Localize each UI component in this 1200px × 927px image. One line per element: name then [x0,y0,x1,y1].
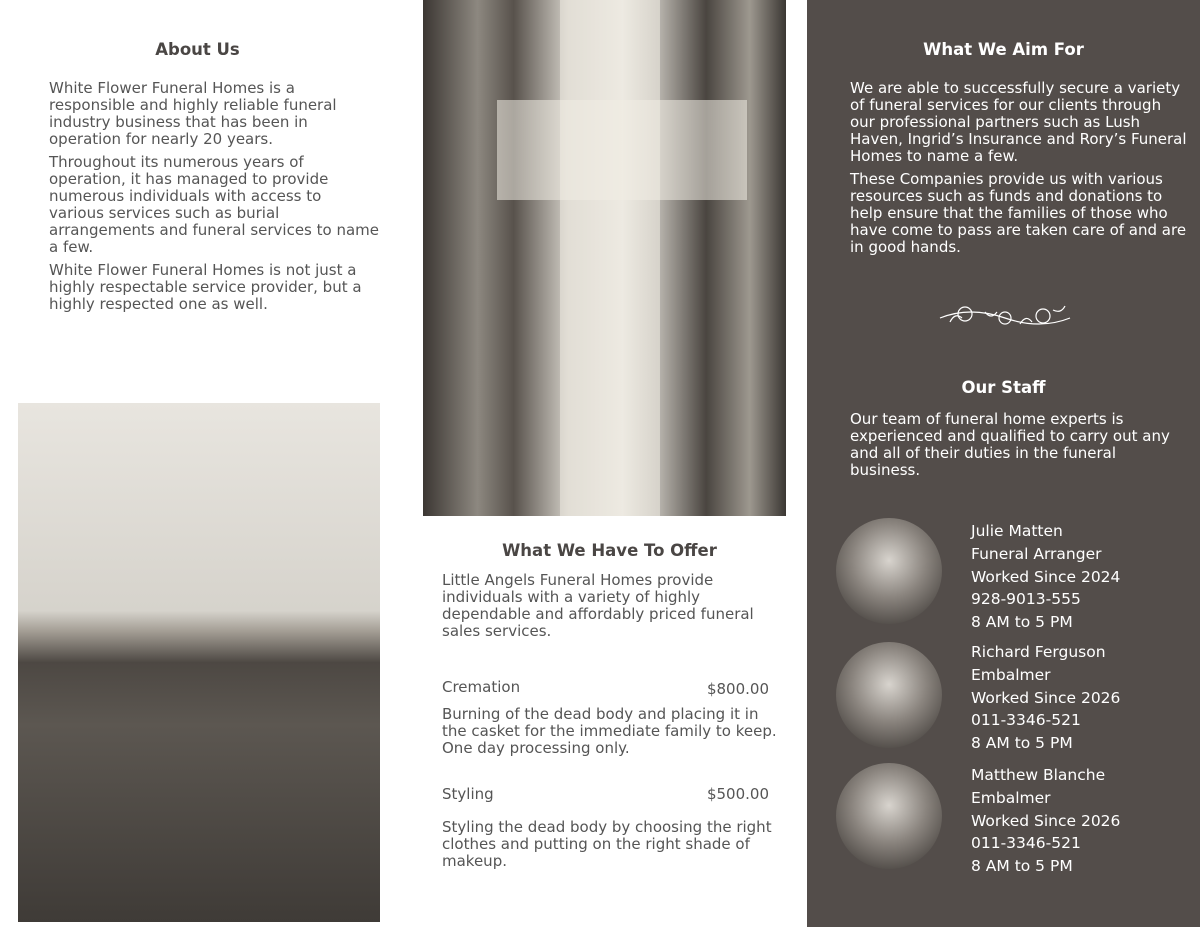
service-description: Styling the dead body by choosing the right clothes and putting on the right shade of makeup. [442,818,772,870]
staff-phone: 928-9013-555 [971,590,1081,609]
aim-paragraph: We are able to successfully secure a variety of funeral services for our clients through our professional partners such as Lush Haven, Ingrid’s Insurance and Rory’s Funeral Homes to name a few. [850,79,1187,165]
staff-hours: 8 AM to 5 PM [971,857,1073,876]
about-text [49,80,379,319]
staff-since: Worked Since 2026 [971,688,1121,707]
staff-name: Matthew Blanche [971,766,1106,784]
staff-role: Embalmer [971,665,1051,684]
aim-text [850,80,1190,262]
service-name: Cremation [442,678,521,696]
staff-title: Our Staff [961,378,1046,397]
avatar [836,763,942,869]
staff-intro: Our team of funeral home experts is experienced and qualified to carry out any and all of their duties in the funeral business. [850,410,1170,479]
aim-paragraph: These Companies provide us with various resources such as funds and donations to help ensure that the families of those who have come to pass are taken care of and are in good hands. [850,170,1187,256]
staff-role: Embalmer [971,788,1051,807]
service-name: Styling [442,785,494,803]
staff-member [971,641,1120,755]
avatar [836,642,942,748]
staff-hours: 8 AM to 5 PM [971,734,1073,753]
about-paragraph: White Flower Funeral Homes is not just a highly respectable service provider, but a highly respected one as well. [49,261,362,313]
aim-title: What We Aim For [923,40,1084,59]
about-title: About Us [155,40,240,59]
about-paragraph: Throughout its numerous years of operation, it has managed to provide numerous individuals with access to various services such as burial arrangements and funeral services to name a few. [49,153,380,256]
staff-name: Julie Matten [971,522,1063,540]
cross-shape [497,100,747,200]
staff-role: Funeral Arranger [971,544,1102,563]
service-description: Burning of the dead body and placing it in the casket for the immediate family to keep. One day processing only. [442,705,777,757]
staff-member [971,520,1120,634]
floral-divider-icon [935,292,1075,340]
service-row [442,785,777,803]
avatar [836,518,942,624]
staff-since: Worked Since 2026 [971,811,1121,830]
offer-section [442,541,777,876]
cross-shape [560,0,660,516]
staff-hours: 8 AM to 5 PM [971,613,1073,632]
service-price: $800.00 [706,680,769,698]
service-price: $500.00 [706,785,769,803]
offer-intro: Little Angels Funeral Homes provide individuals with a variety of highly dependable and affordably priced funeral sales services. [442,571,754,640]
staff-phone: 011-3346-521 [971,711,1081,730]
staff-since: Worked Since 2024 [971,567,1121,586]
service-row [442,678,777,698]
cemetery-photo [18,403,380,922]
offer-title: What We Have To Offer [502,541,717,560]
about-paragraph: White Flower Funeral Homes is a responsible and highly reliable funeral industry business that has been in operation for nearly 20 years. [49,79,337,148]
staff-phone: 011-3346-521 [971,834,1081,853]
staff-name: Richard Ferguson [971,643,1106,661]
staff-member [971,764,1120,878]
